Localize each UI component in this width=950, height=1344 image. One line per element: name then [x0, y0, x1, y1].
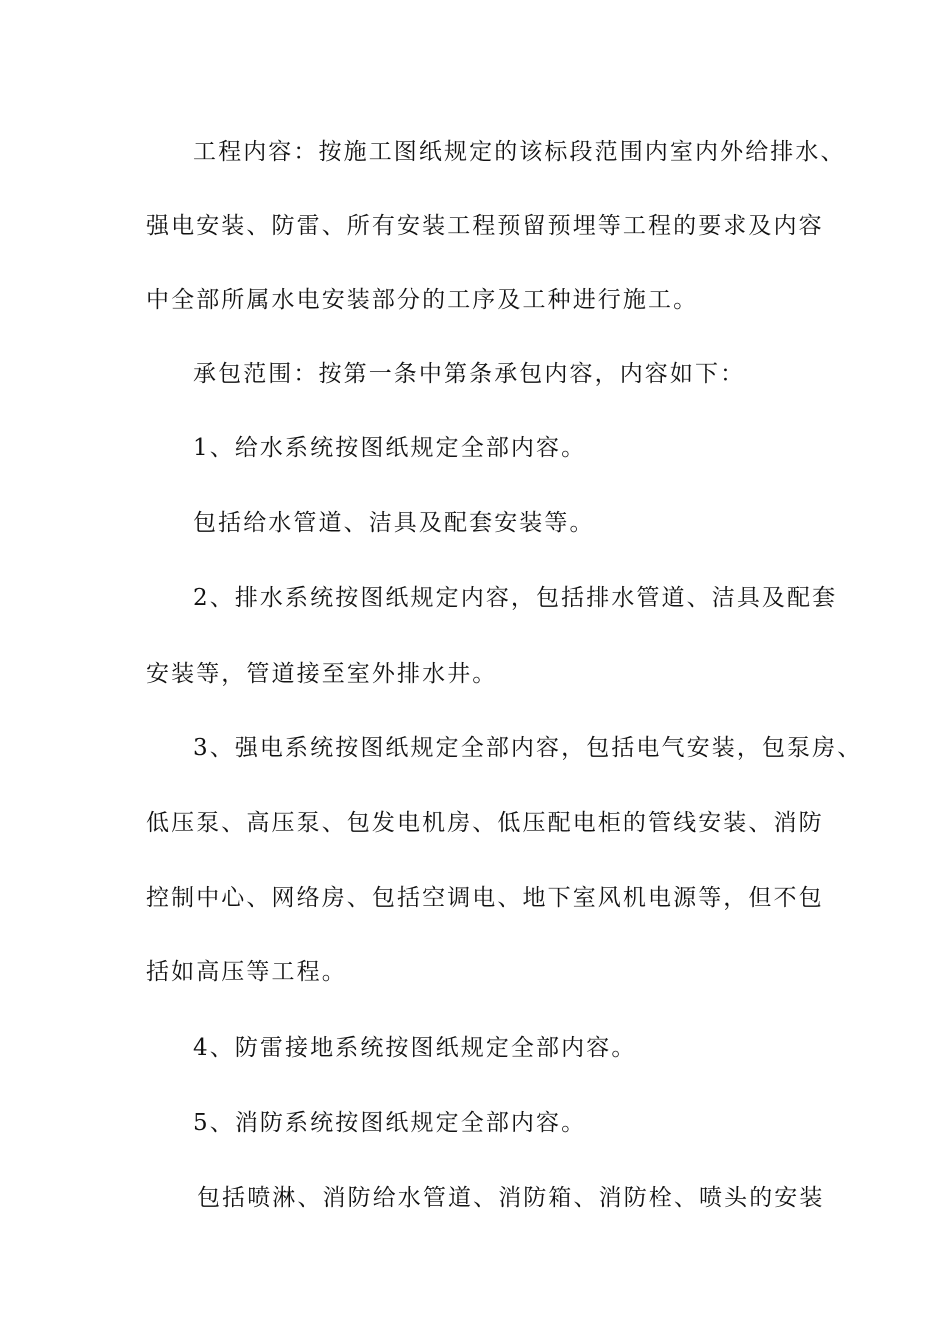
paragraph-line-10: 低压泵、高压泵、包发电机房、低压配电柜的管线安装、消防 [146, 810, 824, 836]
paragraph-line-6: 包括给水管道、洁具及配套安装等。 [193, 510, 595, 536]
list-item-5: 5、消防系统按图纸规定全部内容。 [193, 1110, 587, 1136]
paragraph-line-15: 包括喷淋、消防给水管道、消防箱、消防栓、喷头的安装 [197, 1185, 825, 1211]
list-item-2: 2、排水系统按图纸规定内容，包括排水管道、洁具及配套 [193, 585, 838, 611]
list-item-1: 1、给水系统按图纸规定全部内容。 [193, 435, 587, 461]
paragraph-line-2: 强电安装、防雷、所有安装工程预留预埋等工程的要求及内容 [146, 213, 824, 239]
paragraph-line-8: 安装等，管道接至室外排水井。 [146, 661, 498, 687]
paragraph-line-11: 控制中心、网络房、包括空调电、地下室风机电源等，但不包 [146, 885, 824, 911]
paragraph-line-3: 中全部所属水电安装部分的工序及工种进行施工。 [146, 287, 699, 313]
paragraph-line-1: 工程内容：按施工图纸规定的该标段范围内室内外给排水、 [193, 139, 846, 165]
paragraph-line-12: 括如高压等工程。 [146, 959, 347, 985]
paragraph-line-4: 承包范围：按第一条中第条承包内容，内容如下： [193, 361, 746, 387]
list-item-4: 4、防雷接地系统按图纸规定全部内容。 [193, 1035, 637, 1061]
list-item-3: 3、强电系统按图纸规定全部内容，包括电气安装，包泵房、 [193, 735, 863, 761]
